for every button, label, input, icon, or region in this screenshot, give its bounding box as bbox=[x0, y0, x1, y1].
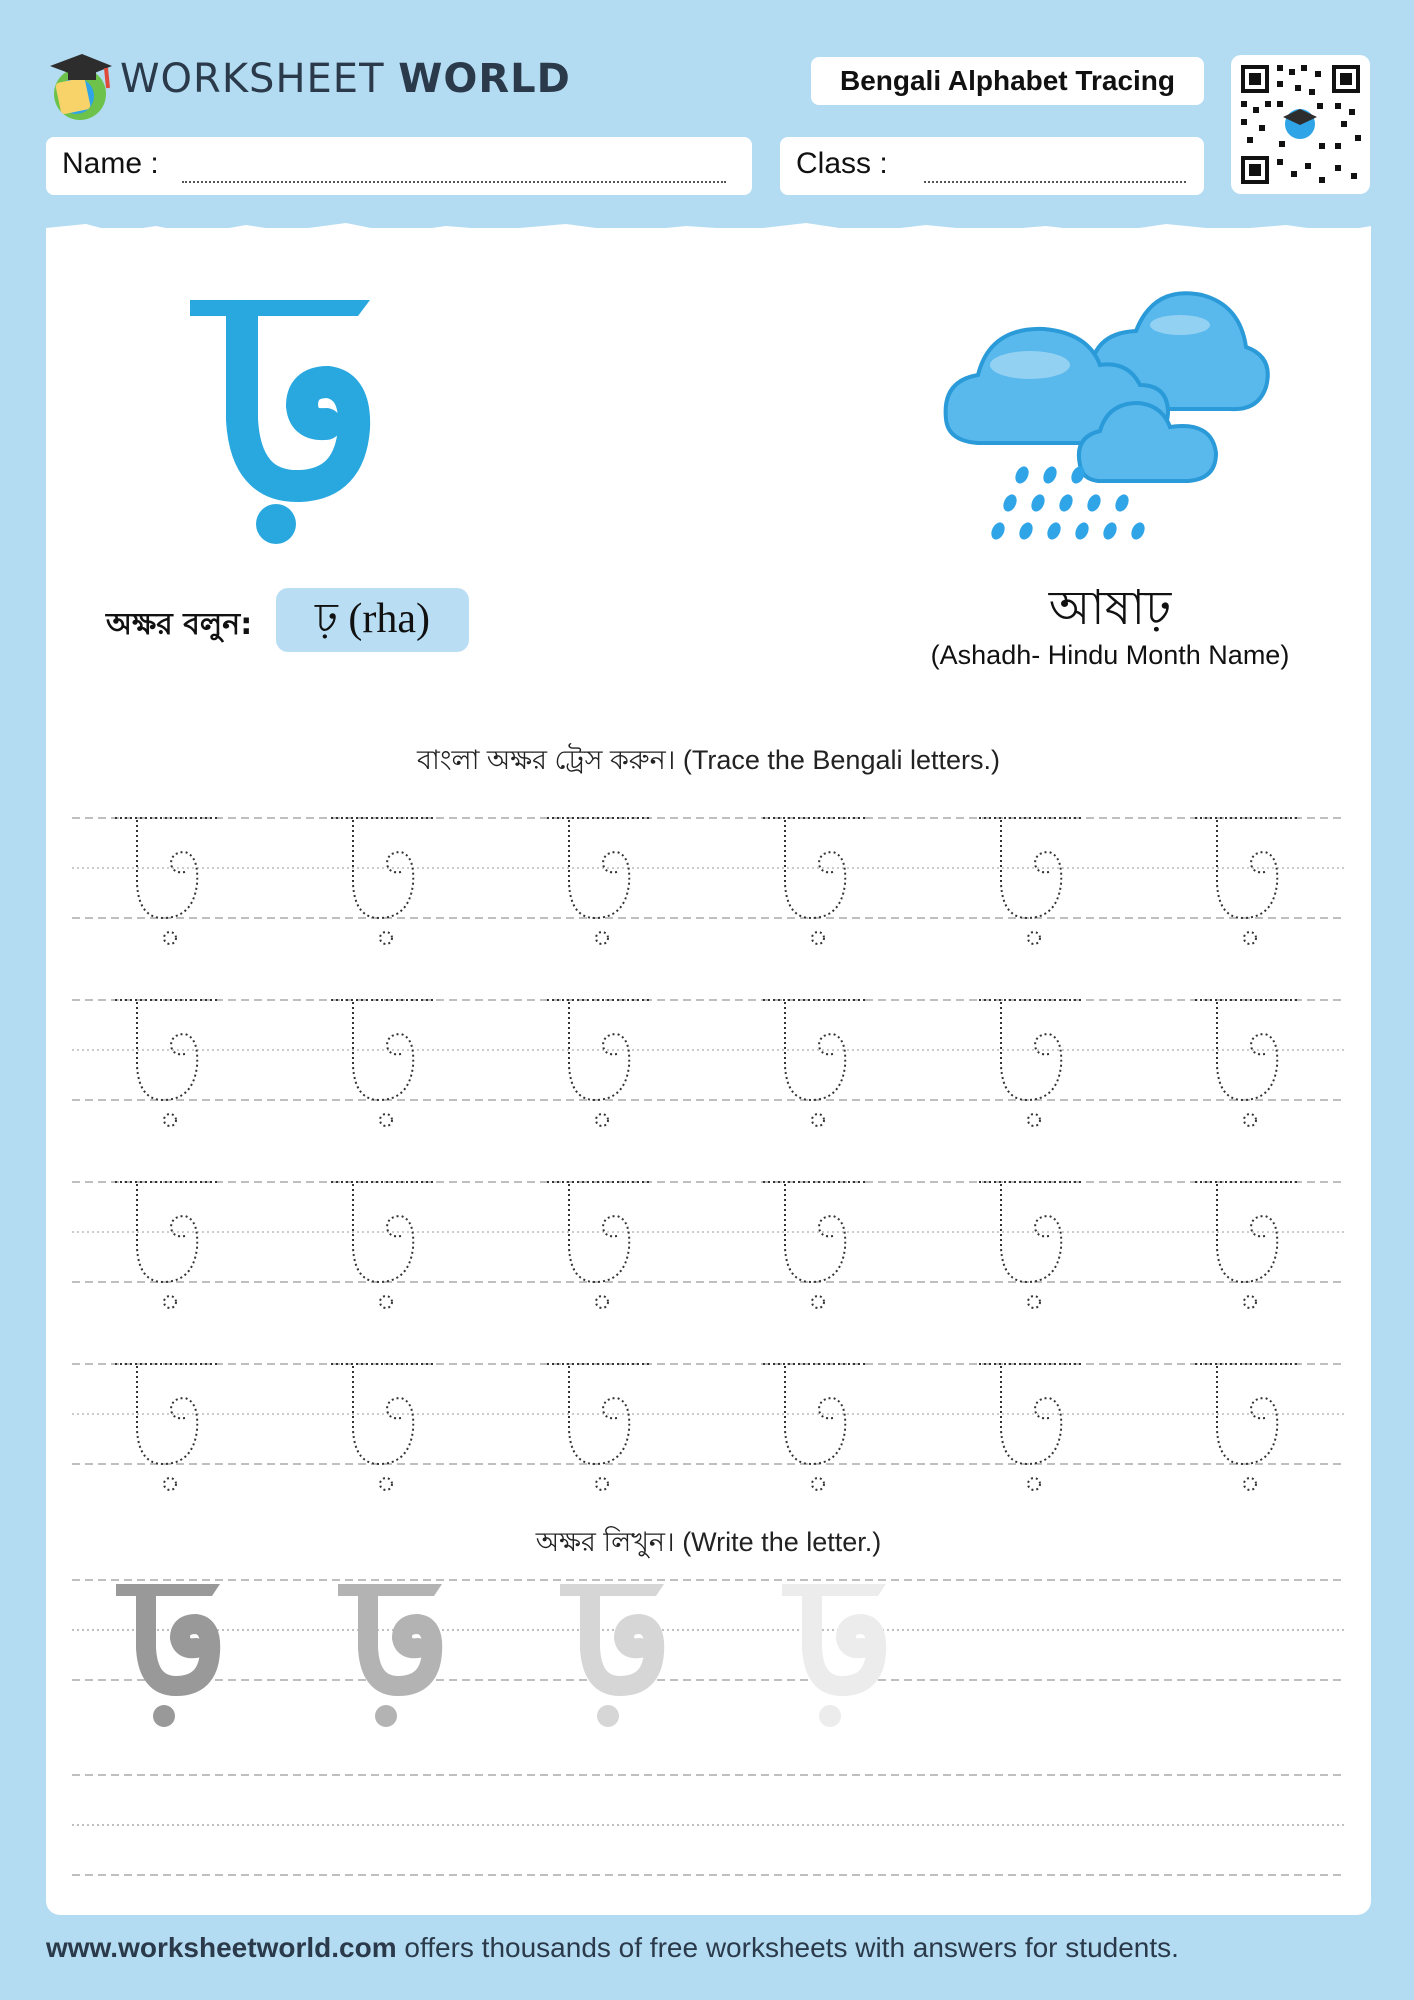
write-practice-area[interactable] bbox=[46, 1570, 1371, 1890]
letter-pronunciation-badge: ঢ় (rha) bbox=[276, 588, 469, 652]
footer-tagline: offers thousands of free worksheets with answers for students. bbox=[396, 1932, 1179, 1963]
fade-letter bbox=[560, 1584, 664, 1727]
torn-edge bbox=[46, 214, 1371, 250]
big-letter-glyph bbox=[180, 270, 380, 550]
class-label: Class : bbox=[796, 147, 888, 180]
trace-letter[interactable] bbox=[763, 818, 867, 944]
footer-text bbox=[46, 1932, 1376, 1964]
trace-letter[interactable] bbox=[115, 1182, 219, 1308]
trace-letter[interactable] bbox=[115, 1000, 219, 1126]
qr-code bbox=[1231, 55, 1370, 194]
trace-letter[interactable] bbox=[1195, 1000, 1299, 1126]
trace-letter[interactable] bbox=[331, 1000, 435, 1126]
trace-letter[interactable] bbox=[547, 818, 651, 944]
worksheet-title: Bengali Alphabet Tracing bbox=[811, 57, 1204, 105]
trace-letter[interactable] bbox=[1195, 1364, 1299, 1490]
trace-letter[interactable] bbox=[331, 1364, 435, 1490]
say-letter-label: অক্ষর বলুন: bbox=[106, 607, 253, 642]
class-line bbox=[924, 181, 1186, 183]
trace-letter[interactable] bbox=[979, 1000, 1083, 1126]
write-instruction: অক্ষর লিখুন। (Write the letter.) bbox=[535, 1527, 882, 1557]
fade-letter bbox=[338, 1584, 442, 1727]
brand-name bbox=[120, 56, 571, 102]
trace-letter[interactable] bbox=[331, 818, 435, 944]
trace-instruction: বাংলা অক্ষর ট্রেস করুন। (Trace the Bengali letters.) bbox=[416, 745, 1000, 775]
trace-letter[interactable] bbox=[115, 818, 219, 944]
trace-letter[interactable] bbox=[1195, 818, 1299, 944]
name-line bbox=[182, 181, 726, 183]
trace-letter[interactable] bbox=[979, 818, 1083, 944]
trace-letter[interactable] bbox=[547, 1182, 651, 1308]
trace-letter[interactable] bbox=[979, 1364, 1083, 1490]
qr-code-icon bbox=[1231, 55, 1370, 194]
example-word: আষাঢ় bbox=[1048, 580, 1172, 636]
trace-letter[interactable] bbox=[763, 1000, 867, 1126]
trace-practice-grid[interactable] bbox=[46, 800, 1371, 1520]
fade-letter bbox=[782, 1584, 886, 1727]
name-field[interactable] bbox=[46, 137, 752, 195]
example-word-translation: (Ashadh- Hindu Month Name) bbox=[930, 640, 1290, 670]
trace-letter[interactable] bbox=[979, 1182, 1083, 1308]
trace-letter[interactable] bbox=[763, 1364, 867, 1490]
brand-name-light: WORKSHEET bbox=[120, 56, 385, 102]
trace-letter[interactable] bbox=[547, 1000, 651, 1126]
brand-name-bold: WORLD bbox=[398, 56, 571, 102]
trace-letter[interactable] bbox=[547, 1364, 651, 1490]
trace-letter[interactable] bbox=[115, 1364, 219, 1490]
fade-letter bbox=[116, 1584, 220, 1727]
trace-letter[interactable] bbox=[763, 1182, 867, 1308]
rain-cloud-icon bbox=[940, 275, 1280, 545]
name-label: Name : bbox=[62, 147, 159, 180]
trace-letter[interactable] bbox=[1195, 1182, 1299, 1308]
trace-letter[interactable] bbox=[331, 1182, 435, 1308]
footer-url[interactable]: www.worksheetworld.com bbox=[46, 1932, 397, 1963]
class-field[interactable] bbox=[780, 137, 1204, 195]
